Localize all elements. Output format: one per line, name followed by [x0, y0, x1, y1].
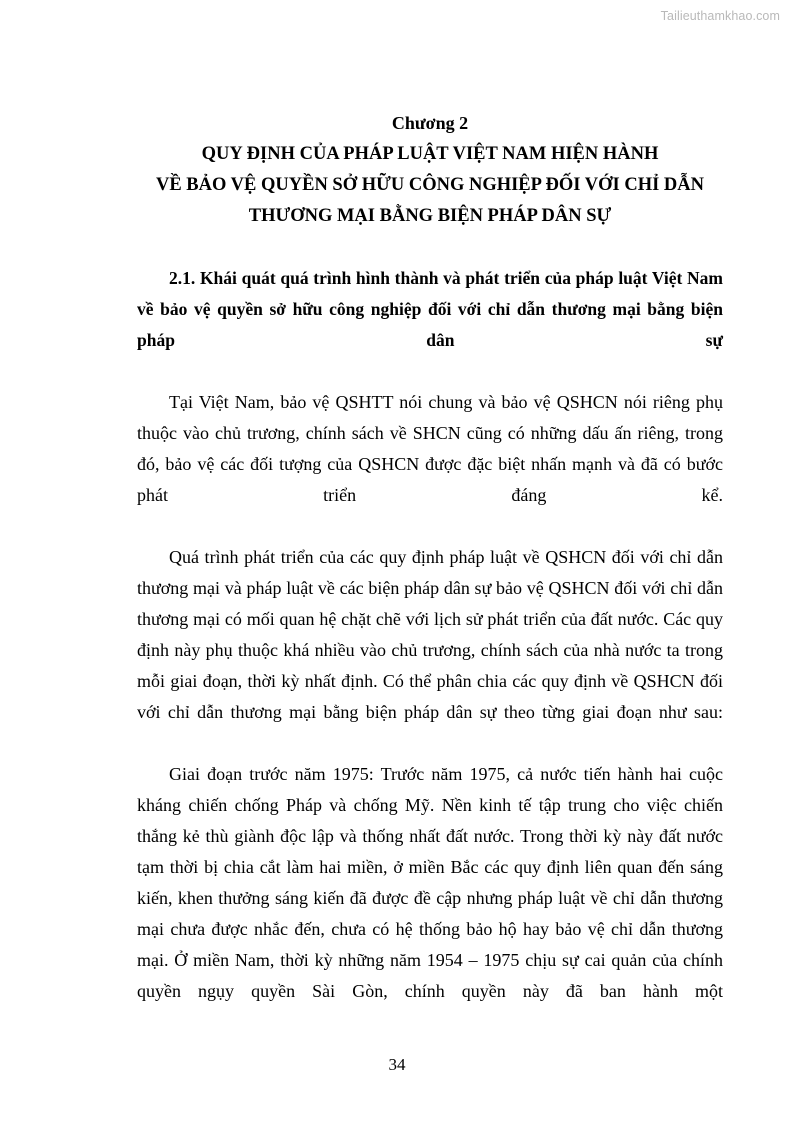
body-paragraph: Tại Việt Nam, bảo vệ QSHTT nói chung và bảo vệ QSHCN nói riêng phụ thuộc vào chủ trương, chính sách về SHCN cũng có những dấu ấn riêng, trong đó, bảo vệ các đối tượng của QSHCN được đặc biệt nhấn mạnh và đã có bước phát triển đáng kể. [137, 392, 723, 505]
page-content [137, 108, 723, 1038]
watermark-label: Tailieuthamkhao.com [660, 9, 780, 23]
body-paragraph: Giai đoạn trước năm 1975: Trước năm 1975, cả nước tiến hành hai cuộc kháng chiến chống Pháp và chống Mỹ. Nền kinh tế tập trung cho việc chiến thắng kẻ thù giành độc lập và thống nhất đất nước. Trong thời kỳ này đất nước tạm thời bị chia cắt làm hai miền, ở miền Bắc các quy định liên quan đến sáng kiến, khen thưởng sáng kiến đã được đề cập nhưng pháp luật về chỉ dẫn thương mại chưa được nhắc đến, chưa có hệ thống bảo hộ hay bảo vệ chỉ dẫn thương mại. Ở miền Nam, thời kỳ những năm 1954 – 1975 chịu sự cai quản của chính quyền ngụy quyền Sài Gòn, chính quyền này đã ban hành một [137, 764, 723, 1001]
section-heading-2-1: 2.1. Khái quát quá trình hình thành và phát triển của pháp luật Việt Nam về bảo vệ quyền sở hữu công nghiệp đối với chỉ dẫn thương mại bằng biện pháp dân sự [137, 268, 723, 350]
chapter-title-line-3: THƯƠNG MẠI BẰNG BIỆN PHÁP DÂN SỰ [248, 206, 612, 226]
chapter-title-line-2: VỀ BẢO VỆ QUYỀN SỞ HỮU CÔNG NGHIỆP ĐỐI VỚI CHỈ DẪN [155, 175, 705, 195]
page-number: 34 [388, 1055, 406, 1074]
chapter-label: Chương 2 [391, 113, 469, 133]
title-body-spacer [137, 232, 723, 263]
chapter-title [137, 139, 723, 232]
body-paragraph: Quá trình phát triển của các quy định pháp luật về QSHCN đối với chỉ dẫn thương mại và pháp luật về các biện pháp dân sự bảo vệ QSHCN đối với chỉ dẫn thương mại có mối quan hệ chặt chẽ với lịch sử phát triển của đất nước. Các quy định này phụ thuộc khá nhiều vào chủ trương, chính sách của nhà nước ta trong mỗi giai đoạn, thời kỳ nhất định. Có thể phân chia các quy định về QSHCN đối với chỉ dẫn thương mại bằng biện pháp dân sự theo từng giai đoạn như sau: [137, 547, 723, 722]
chapter-title-line-1: QUY ĐỊNH CỦA PHÁP LUẬT VIỆT NAM HIỆN HÀNH [201, 144, 659, 164]
